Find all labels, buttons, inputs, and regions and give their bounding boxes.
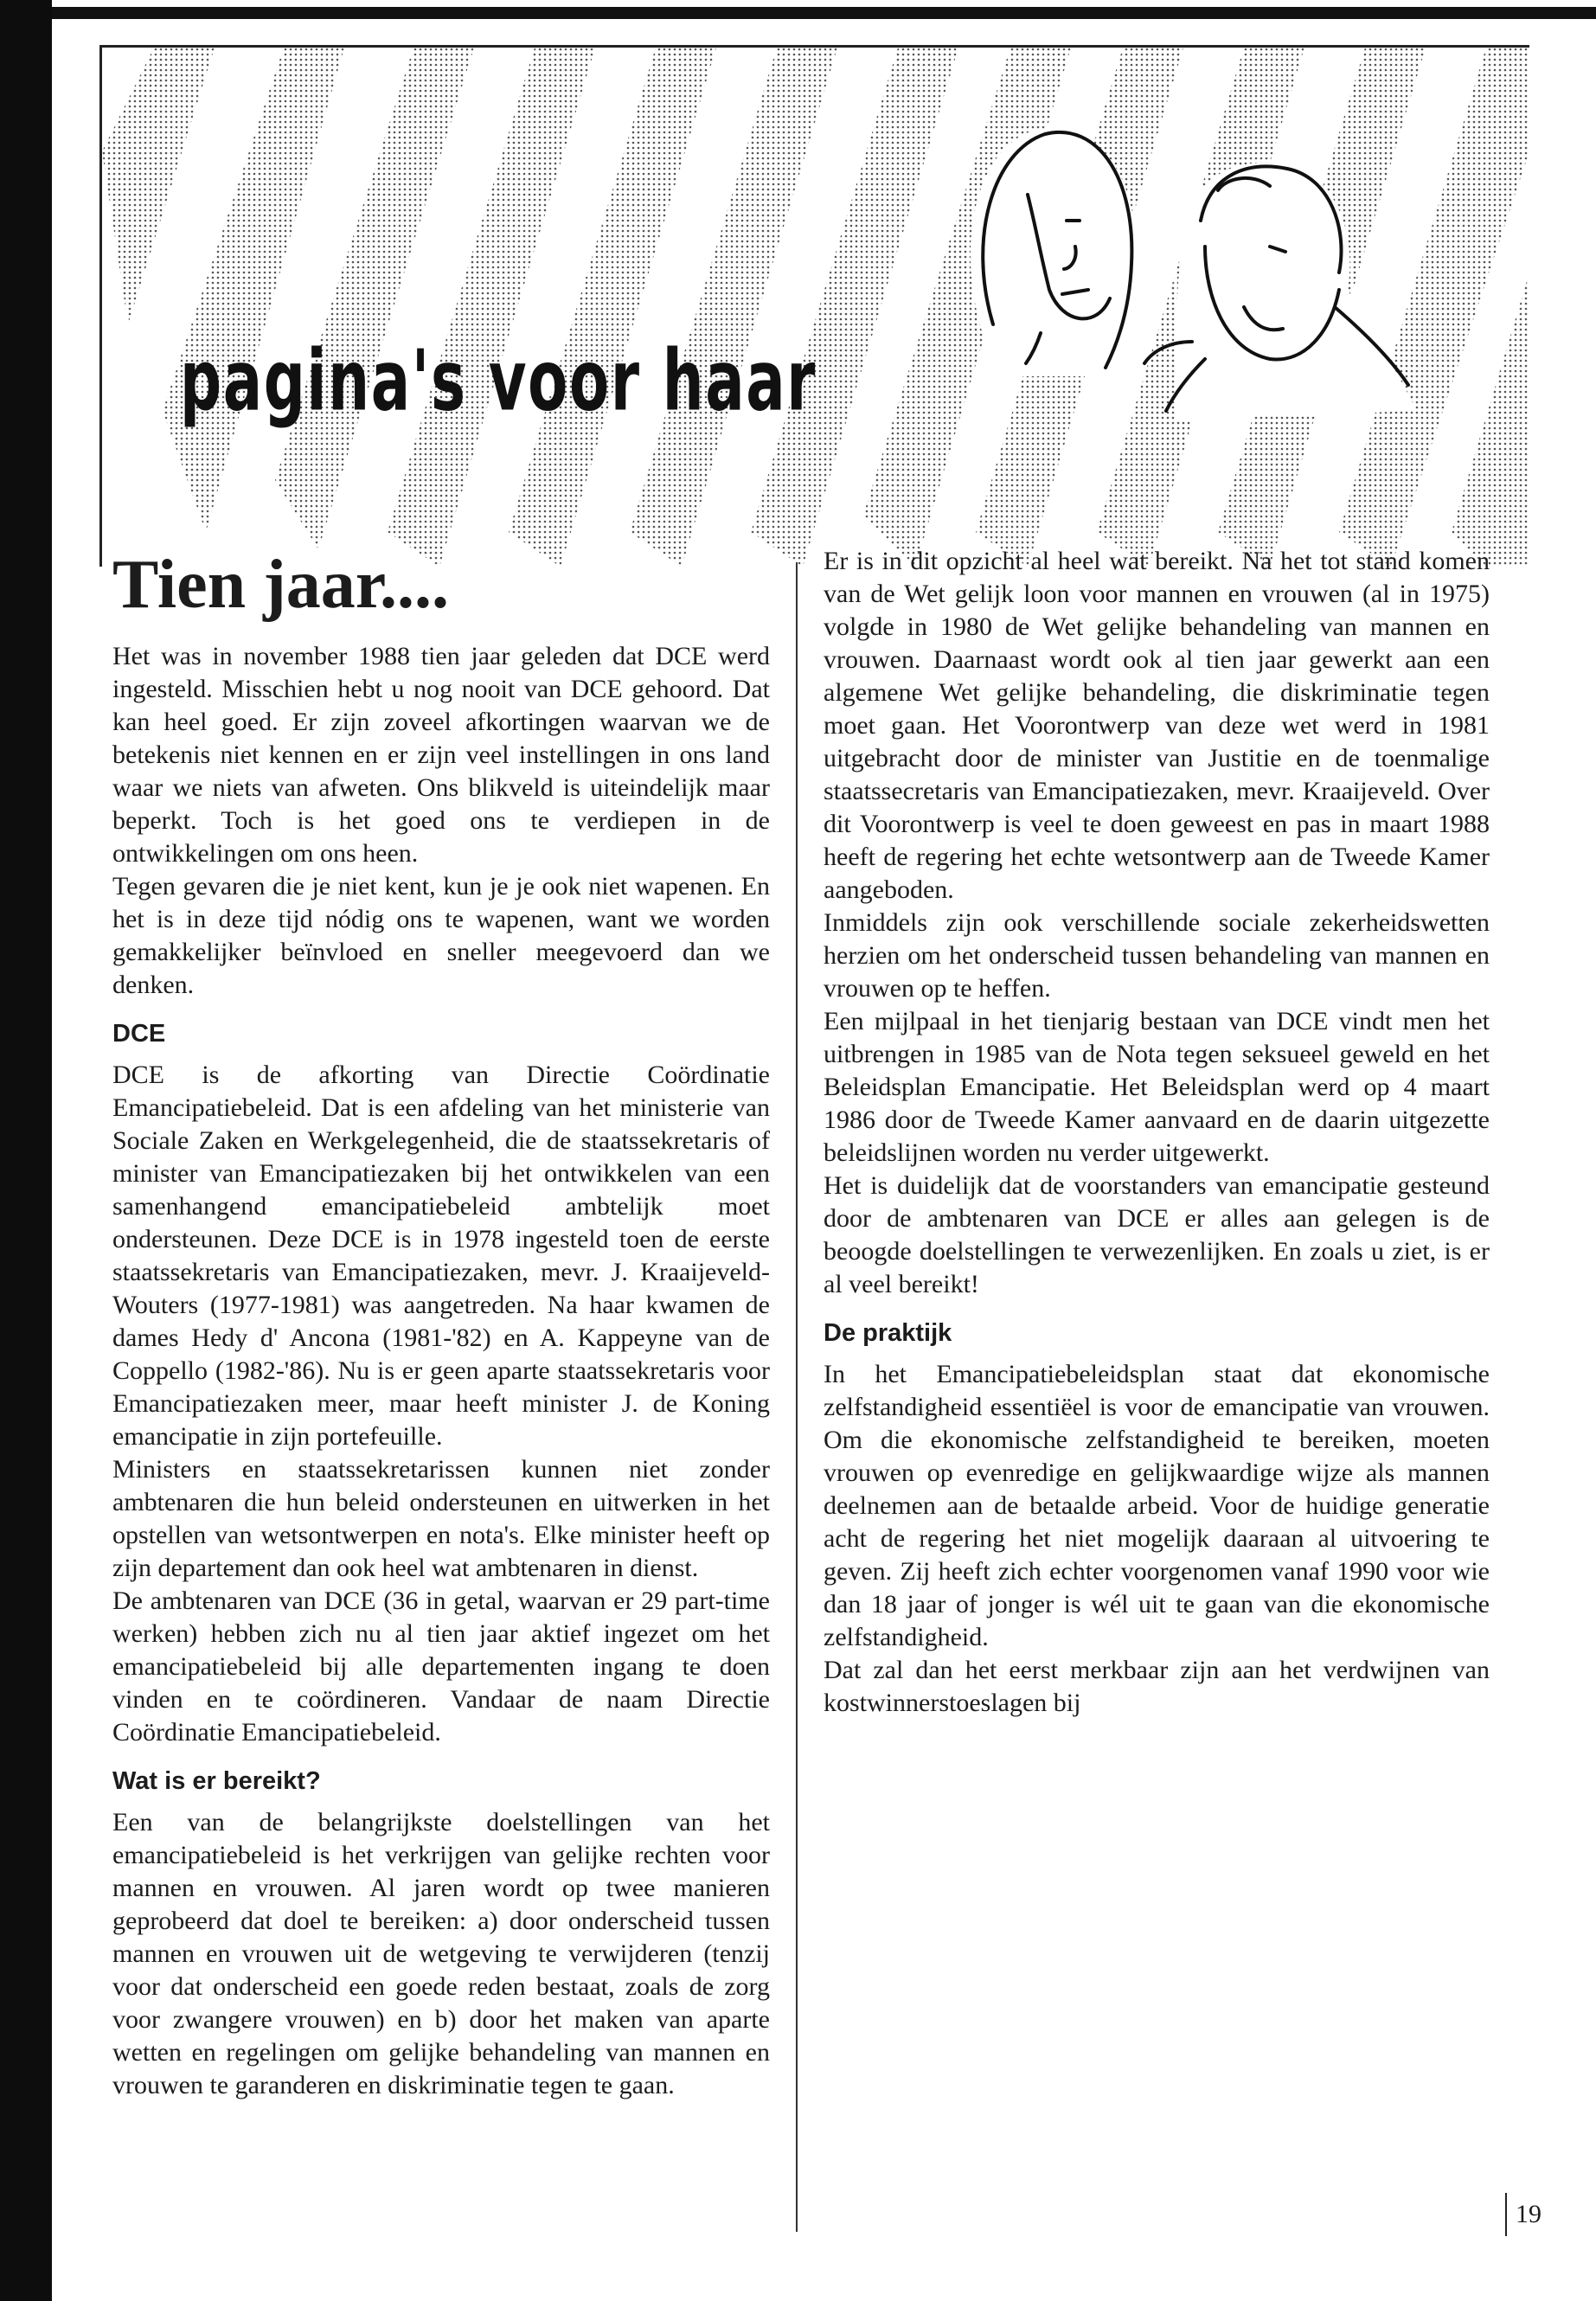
body-paragraph: DCE is de afkorting van Directie Coördinatie Emancipatiebeleid. Dat is een afdeling van het ministerie van Sociale Zaken en Werkgelegenheid, die de staatssekretaris of minister van Emancipatiezaken bij het ontwikkelen van een samenhangend emancipatiebeleid ambtelijk moet ondersteunen. Deze DCE is in 1978 ingesteld toen de eerste staatssekretaris van Emancipatiezaken, mevr. J. Kraaijeveld-Wouters (1977-1981) was aangetreden. Na haar kwamen de dames Hedy d' Ancona (1981-'82) en A. Kappeyne van de Coppello (1982-'86). Nu is er geen aparte staatssekretaris voor Emancipatiezaken meer, maar heeft minister J. de Koning emancipatie in zijn portefeuille.	[112, 1061, 770, 1451]
article-column-left	[112, 545, 770, 2102]
subheading-dce: DCE	[112, 1020, 166, 1048]
page-binding-edge	[0, 0, 52, 2301]
section-title: pagina's voor haar	[180, 333, 817, 431]
body-paragraph: Een mijlpaal in het tienjarig bestaan van DCE vindt men het uitbrengen in 1985 van de Nota tegen seksueel geweld en het Beleidsplan Emancipatie. Het Beleidsplan werd op 4 maart 1986 door de Tweede Kamer aanvaard en de daarin uitgezette beleidslijnen worden nu verder uitgewerkt.	[824, 1007, 1490, 1167]
subheading-wat-is-er-bereikt: Wat is er bereikt?	[112, 1767, 321, 1795]
page-number: 19	[1516, 2200, 1542, 2228]
body-paragraph: Ministers en staatssekretarissen kunnen niet zonder ambtenaren die hun beleid ondersteunen en uitwerken in het opstellen van wetsontwerpen en nota's. Elke minister heeft op zijn departement dan ook heel wat ambtenaren in dienst.	[112, 1455, 770, 1582]
intro-paragraph: Het was in november 1988 tien jaar geleden dat DCE werd ingesteld. Misschien hebt u nog nooit van DCE gehoord. Dat kan heel goed. Er zijn zoveel afkortingen waarvan we de betekenis niet kennen en er zijn veel instellingen in ons land waar we niets van afweten. Ons blikveld is uiteindelijk maar beperkt. Toch is het goed ons te verdiepen in de ontwikkelingen om ons heen.	[112, 642, 770, 868]
article-column-right	[824, 545, 1490, 1720]
body-paragraph: Dat zal dan het eerst merkbaar zijn aan het verdwijnen van kostwinnerstoeslagen bij	[824, 1656, 1490, 1717]
body-paragraph: Een van de belangrijkste doelstellingen van het emancipatiebeleid is het verkrijgen van gelijke rechten voor mannen en vrouwen. Al jaren wordt op twee manieren geprobeerd dat doel te bereiken: a) door onderscheid tussen mannen en vrouwen uit de wetgeving te verwijderen (tenzij voor dat onderscheid een goede reden bestaat, zoals de zorg voor zwangere vrouwen) en b) door het maken van aparte wetten en regelingen om gelijke behandeling van mannen en vrouwen te garanderen en diskriminatie tegen te gaan.	[112, 1808, 770, 2099]
subheading-de-praktijk: De praktijk	[824, 1319, 952, 1347]
body-paragraph: De ambtenaren van DCE (36 in getal, waarvan er 29 part-time werken) hebben zich nu al tien jaar aktief ingezet om het emancipatiebeleid bij alle departementen ingang te doen vinden en te coördineren. Vandaar de naam Directie Coördinatie Emancipatiebeleid.	[112, 1586, 770, 1747]
header-banner	[99, 45, 1529, 567]
page-number-rule	[1505, 2193, 1507, 2236]
body-paragraph: Er is in dit opzicht al heel wat bereikt. Na het tot stand komen van de Wet gelijk loon voor mannen en vrouwen (al in 1975) volgde in 1980 de Wet gelijke behandeling van mannen en vrouwen. Daarnaast wordt ook al tien jaar gewerkt aan een algemene Wet gelijke behandeling, die diskriminatie tegen moet gaan. Het Voorontwerp van deze wet werd in 1981 uitgebracht door de minister van Justitie en de toenmalige staatssecretaris van Emancipatiezaken, mevr. Kraaijeveld. Over dit Voorontwerp is veel te doen geweest en pas in maart 1988 heeft de regering het echte wetsontwerp aan de Tweede Kamer aangeboden.	[824, 547, 1490, 904]
body-paragraph: In het Emancipatiebeleidsplan staat dat ekonomische zelfstandigheid essentiëel is voor de emancipatie van vrouwen. Om die ekonomische zelfstandigheid te bereiken, moeten vrouwen op evenredige en gelijkwaardige wijze als mannen deelnemen aan de betaalde arbeid. Voor de huidige generatie acht de regering het niet mogelijk daaraan al uitvoering te geven. Zij heeft zich echter voorgenomen vanaf 1990 voor wie dan 18 jaar of jonger is wél uit te gaan van die ekonomische zelfstandigheid.	[824, 1360, 1490, 1651]
top-rule	[52, 7, 1596, 19]
intro-paragraph: Tegen gevaren die je niet kent, kun je je ook niet wapenen. En het is in deze tijd nódig ons te wapenen, want we worden gemakkelijker beïnvloed en sneller meegevoerd dan we denken.	[112, 872, 770, 999]
column-divider	[796, 562, 798, 2232]
body-paragraph: Inmiddels zijn ook verschillende sociale zekerheidswetten herzien om het onderscheid tussen behandeling van mannen en vrouwen op te heffen.	[824, 908, 1490, 1003]
banner-illustration	[102, 48, 1529, 567]
article-headline: Tien jaar....	[112, 547, 449, 623]
body-paragraph: Het is duidelijk dat de voorstanders van emancipatie gesteund door de ambtenaren van DCE er alles aan gelegen is de beoogde doelstellingen te verwezenlijken. En zoals u ziet, is er al veel bereikt!	[824, 1171, 1490, 1298]
